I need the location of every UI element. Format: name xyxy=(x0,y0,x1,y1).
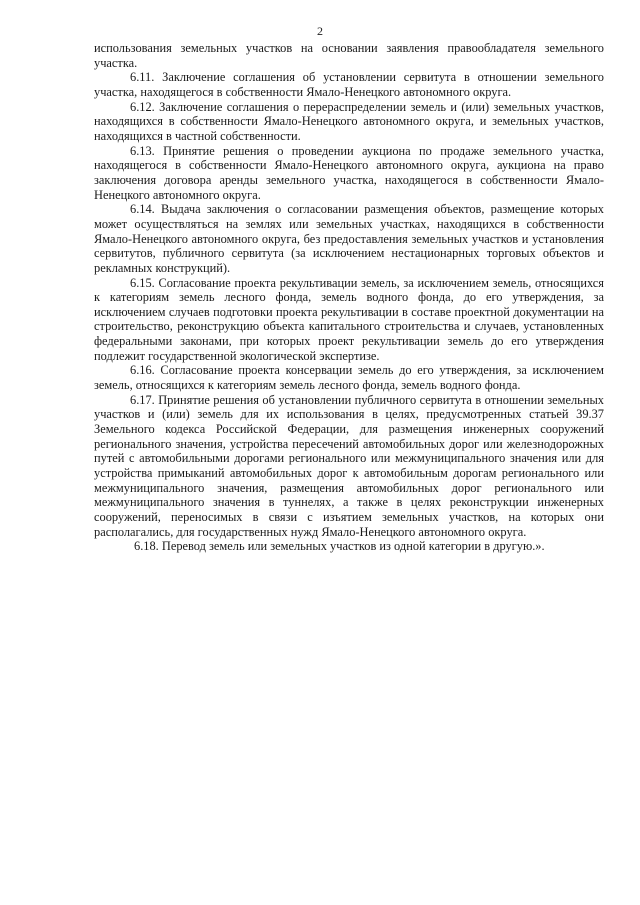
paragraph-6-15: 6.15. Согласование проекта рекультивации земель, за исключением земель, относящихся к категориям земель лесного фонда, земель водного фонда, до его утверждения, за исключением случаев подготовки проекта рекультивации в составе проектной документации на строительство, реконструкцию объекта капитального строительства и случаев, установленных федеральными законами, при которых проект рекультивации земель до его утверждения подлежит государственной экологической экспертизе. xyxy=(94,275,604,363)
paragraph-6-14: 6.14. Выдача заключения о согласовании размещения объектов, размещение которых может осуществляться на землях или земельных участках, находящихся в собственности Ямало-Ненецкого автономного округа, без предоставления земельных участков и установления сервитутов, публичного сервитута (за исключением нестационарных торговых объектов и рекламных конструкций). xyxy=(94,202,604,275)
paragraph-6-17: 6.17. Принятие решения об установлении публичного сервитута в отношении земельных участков и (или) земель для их использования в целях, предусмотренных статьей 39.37 Земельного кодекса Российской Федерации, для размещения инженерных сооружений регионального значения, устройства пересечений автомобильных дорог или железнодорожных путей с автомобильными дорогами регионального или межмуниципального значения или для устройства примыканий автомобильных дорог к автомобильным дорогам регионального или межмуниципального значения, размещения автомобильных дорог регионального или межмуниципального значения в туннелях, а также в целях реконструкции инженерных сооружений, переносимых в связи с изъятием земельных участков, на которых они располагались, для государственных нужд Ямало-Ненецкого автономного округа. xyxy=(94,392,604,539)
document-body xyxy=(94,41,604,554)
paragraph-6-11: 6.11. Заключение соглашения об установлении сервитута в отношении земельного участка, находящегося в собственности Ямало-Ненецкого автономного округа. xyxy=(94,70,604,99)
paragraph-6-18: 6.18. Перевод земель или земельных участков из одной категории в другую.». xyxy=(134,539,545,554)
paragraph-6-16: 6.16. Согласование проекта консервации земель до его утверждения, за исключением земель, относящихся к категориям земель лесного фонда, земель водного фонда. xyxy=(94,363,604,393)
paragraph-6-12: 6.12. Заключение соглашения о перераспределении земель и (или) земельных участков, находящихся в собственности Ямало-Ненецкого автономного округа, и земельных участков, находящихся в частной собственности. xyxy=(94,99,604,143)
paragraph-6-13: 6.13. Принятие решения о проведении аукциона по продаже земельного участка, находящегося в собственности Ямало-Ненецкого автономного округа, аукциона на право заключения договора аренды земельного участка, находящегося в собственности Ямало-Ненецкого автономного округа. xyxy=(94,143,604,202)
paragraph-continuation: использования земельных участков на основании заявления правообладателя земельного участка. xyxy=(94,41,604,70)
page-number: 2 xyxy=(317,24,323,38)
